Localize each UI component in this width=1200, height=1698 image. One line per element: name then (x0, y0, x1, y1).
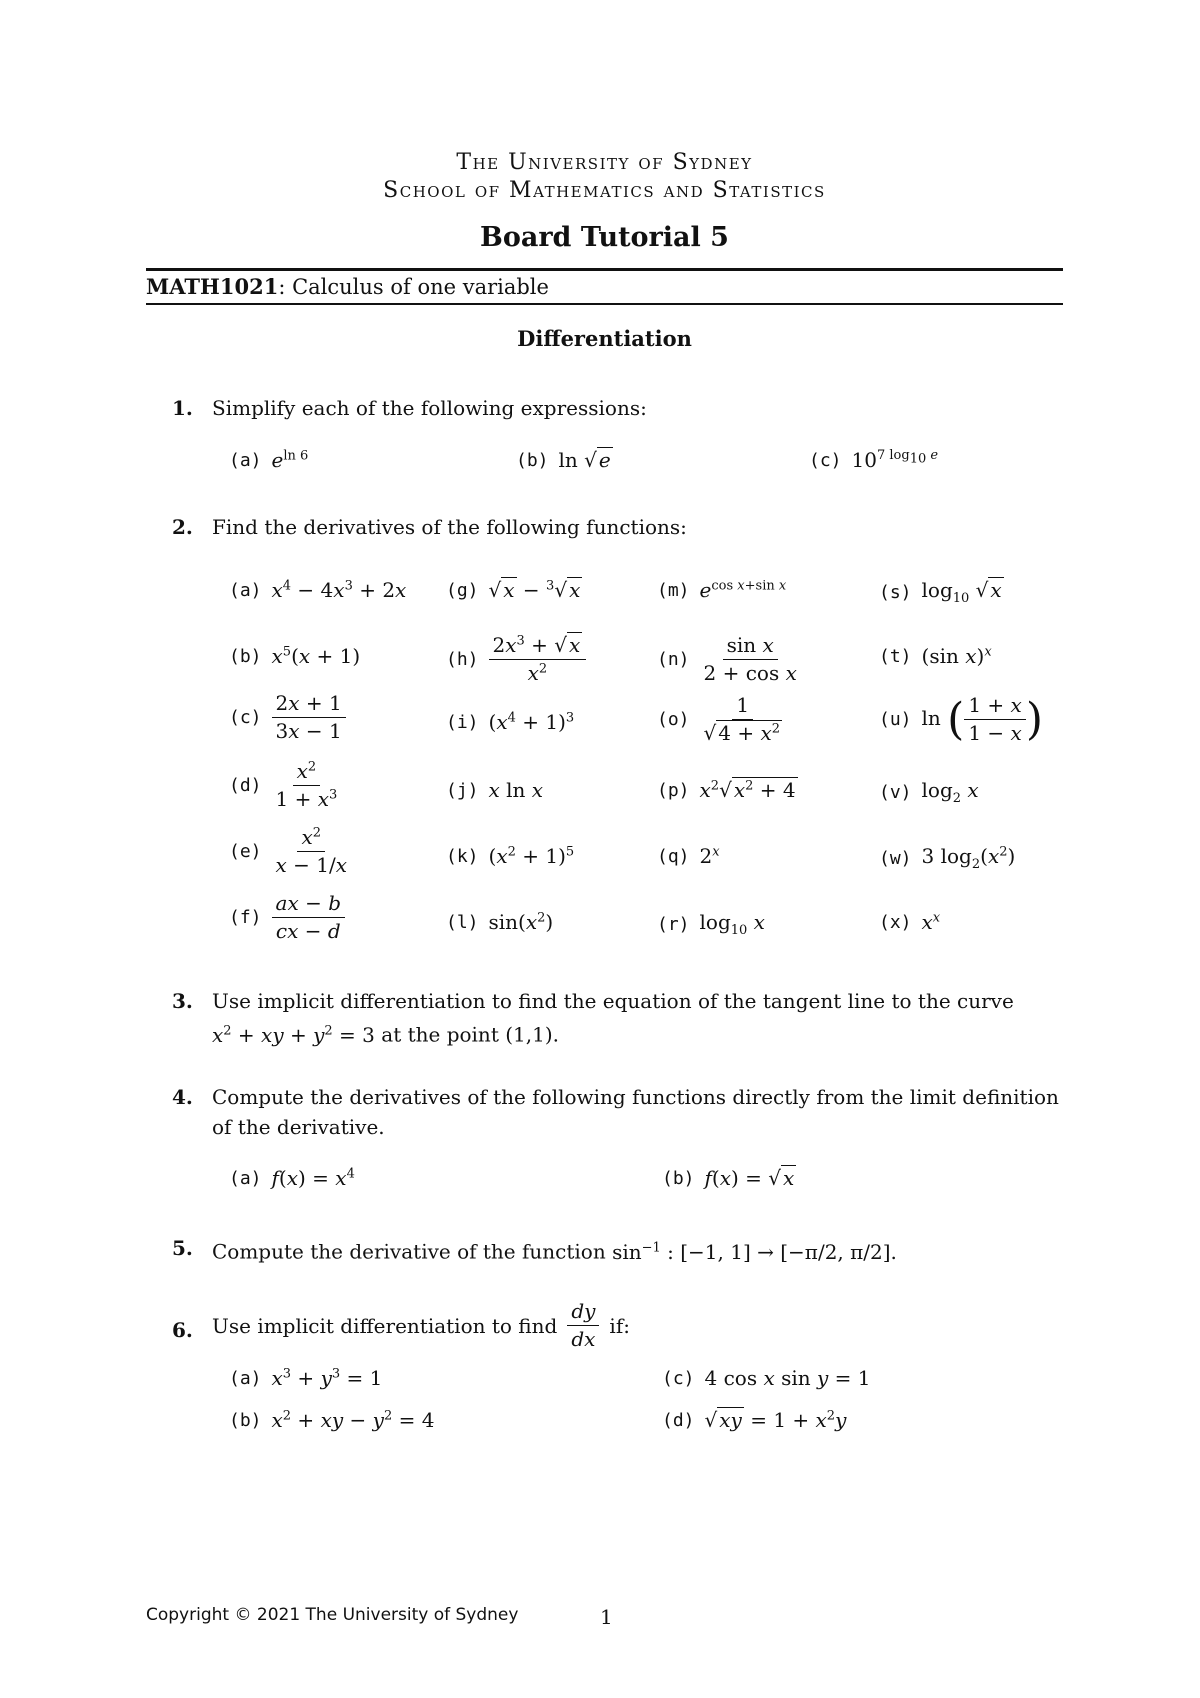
expression: $\log_{10} x$ (699, 910, 765, 938)
expression: x ln x (488, 778, 544, 802)
item-label: (b) (516, 449, 549, 471)
question-text: Compute the derivative of the function (212, 1239, 606, 1264)
expression: $\frac{\text{sin x}}{\text{2 + cos x}}$ (703, 633, 797, 685)
q1-item-b (516, 448, 613, 472)
expression: $\frac{2x + 1}{3x - 1}$ (272, 692, 346, 743)
q2-item-x (879, 910, 940, 934)
item-label: (a) (229, 449, 262, 471)
question-text-cont: at the point (1,1). (381, 1022, 559, 1047)
expression: $10^{7 log_{10} e}$ (851, 448, 939, 472)
item-label: (l) (446, 911, 479, 933)
item-label: (c) (662, 1367, 695, 1389)
expression: $\log_{10}$ √ x (921, 578, 1002, 606)
expression: ln ( $\frac{1 + x}{1 - x}$ ) (921, 693, 1043, 745)
question-text-cont: if: (609, 1313, 630, 1338)
item-label: (t) (879, 645, 912, 667)
item-label: (k) (446, 845, 479, 867)
expression: 3 $\log_2(x^2)$ (921, 844, 1016, 872)
q2-item-e (229, 826, 351, 877)
expression: $x^2√$ $x^2 + 4$ (699, 778, 796, 802)
item-label: (d) (662, 1409, 695, 1431)
question-text-2 (212, 1016, 1063, 1050)
q6-item-b (229, 1408, 434, 1432)
q2-item-m (657, 578, 786, 602)
question-text: Find the derivatives of the following functions: (212, 515, 687, 539)
item-label: (w) (879, 847, 912, 869)
bottom-rule (146, 303, 1063, 305)
item-label: (b) (229, 645, 262, 667)
q2-item-w (879, 844, 1015, 872)
expression: $x^x$ (921, 910, 941, 934)
item-label: (e) (229, 841, 262, 862)
q2-item-b (229, 644, 360, 668)
item-label: (j) (446, 779, 479, 801)
q6-item-a (229, 1366, 382, 1390)
expression: $\log_2 x$ (921, 778, 979, 806)
item-label: (a) (229, 1167, 262, 1189)
item-label: (o) (657, 709, 690, 730)
q2-item-k (446, 844, 574, 868)
item-label: (f) (229, 907, 262, 928)
q2-item-c (229, 692, 346, 743)
question-number: 1. (172, 396, 193, 420)
q6-item-c (662, 1366, 871, 1390)
item-label: (p) (657, 779, 690, 801)
item-label: (q) (657, 845, 690, 867)
expression: ln √ e (558, 448, 611, 472)
expression: √ x − $^3$√ x (488, 578, 581, 602)
expression: $x^4 - 4x^3 + 2x$ (271, 578, 407, 602)
expression: √ xy = $1 + x^2y$ (704, 1408, 847, 1432)
item-label: (c) (229, 707, 262, 728)
q2-item-a (229, 578, 406, 602)
expression: (sin x)$^x$ (921, 644, 992, 668)
q2-item-t (879, 644, 992, 668)
item-label: (u) (879, 709, 912, 730)
expression: $e^{ln 6}$ (271, 448, 309, 472)
q2-item-r (657, 910, 765, 938)
question-text: Simplify each of the following expressions: (212, 396, 647, 420)
q2-item-v (879, 778, 979, 806)
question-text: Use implicit differentiation to find the equation of the tangent line to the curve (212, 989, 1014, 1013)
expression: $e^{cos x+sin x}$ (699, 578, 787, 602)
copyright-footer: Copyright © 2021 The University of Sydney (146, 1605, 519, 1625)
school-name: School of Mathematics and Statistics (383, 178, 826, 203)
page-title: Board Tutorial 5 (480, 222, 729, 253)
q1-item-a (229, 448, 308, 472)
question-number: 4. (172, 1085, 193, 1109)
item-label: (m) (657, 579, 690, 601)
q2-item-i (446, 710, 574, 734)
expression: 2$^x$ (699, 844, 720, 868)
question-text-line (212, 1300, 1063, 1351)
item-label: (r) (657, 913, 690, 935)
expression: $\frac{1}{√ 4 + x^2}$ (703, 693, 781, 745)
course-name: : Calculus of one variable (278, 275, 549, 299)
q6-item-d (662, 1408, 846, 1432)
expression: $x^5(x + 1)$ (271, 644, 361, 668)
section-heading: Differentiation (517, 326, 692, 351)
dy-dx-fraction: $\frac{dy}{dx}$ (567, 1300, 599, 1351)
expression: $\frac{x^2}{x - 1/x}$ (275, 825, 348, 877)
expression: $x^2$ + xy − $y^2 = 4$ (271, 1408, 435, 1432)
page-number: 1 (600, 1605, 613, 1629)
item-label: (d) (229, 775, 262, 796)
question-text-line (212, 1233, 1063, 1267)
expression: $\frac{x^2}{1 + x^3}$ (275, 759, 338, 811)
question-text: Use implicit differentiation to find (212, 1313, 558, 1338)
expression: $\frac{ax - b}{cx - d}$ (272, 892, 346, 943)
expression: $f(x) = x^4$ (271, 1166, 355, 1190)
item-label: (g) (446, 579, 479, 601)
item-label: (v) (879, 781, 912, 803)
item-label: (n) (657, 649, 690, 670)
item-label: (a) (229, 1367, 262, 1389)
item-label: (a) (229, 579, 262, 601)
q2-item-h (446, 634, 586, 685)
expression: $x^3 + y^3 = 1$ (271, 1366, 383, 1390)
item-label: (i) (446, 711, 479, 733)
q4-item-b (662, 1166, 796, 1190)
q2-item-u (879, 694, 1043, 745)
item-label: (c) (809, 449, 842, 471)
q2-item-g (446, 578, 582, 602)
q2-item-f (229, 892, 345, 943)
curve-equation: $x^2$ + xy + $y^2 = 3$ (212, 1022, 382, 1047)
q2-item-j (446, 778, 543, 802)
question-number: 5. (172, 1236, 193, 1260)
item-label: (s) (879, 581, 912, 603)
q2-item-p (657, 778, 798, 802)
q2-item-q (657, 844, 720, 868)
question-6 (146, 1300, 1063, 1360)
expression: $\sin(x^2)$ (488, 910, 554, 934)
question-number: 6. (172, 1318, 193, 1342)
expression: $(x^4 + 1)^3$ (488, 710, 575, 734)
q2-item-s (879, 578, 1004, 606)
course-line (146, 274, 549, 299)
q2-item-d (229, 760, 341, 811)
expression: $\frac{2x^3 + √ x}{x^2}$ (489, 634, 587, 685)
question-number: 2. (172, 515, 193, 539)
item-label: (b) (229, 1409, 262, 1431)
q2-item-n (657, 634, 801, 685)
university-name: The University of Sydney (456, 150, 753, 175)
q4-item-a (229, 1166, 355, 1190)
question-number: 3. (172, 989, 193, 1013)
expression: 4 cos x sin y = 1 (704, 1366, 871, 1390)
item-label: (x) (879, 911, 912, 933)
function-expression: $\sin^{-1}$ : [−1, 1] → [−π/2, π/2]. (612, 1239, 897, 1264)
q2-item-l (446, 910, 553, 934)
item-label: (h) (446, 649, 479, 670)
top-rule (146, 268, 1063, 271)
question-text: Compute the derivatives of the following functions directly from the limit definition of the derivative. (212, 1085, 1059, 1139)
item-label: (b) (662, 1167, 695, 1189)
q2-item-o (657, 694, 786, 745)
course-code: MATH1021 (146, 274, 279, 299)
expression: f(x) = √ x (704, 1166, 795, 1190)
q1-item-c (809, 448, 938, 472)
expression: $(x^2 + 1)^5$ (488, 844, 575, 868)
